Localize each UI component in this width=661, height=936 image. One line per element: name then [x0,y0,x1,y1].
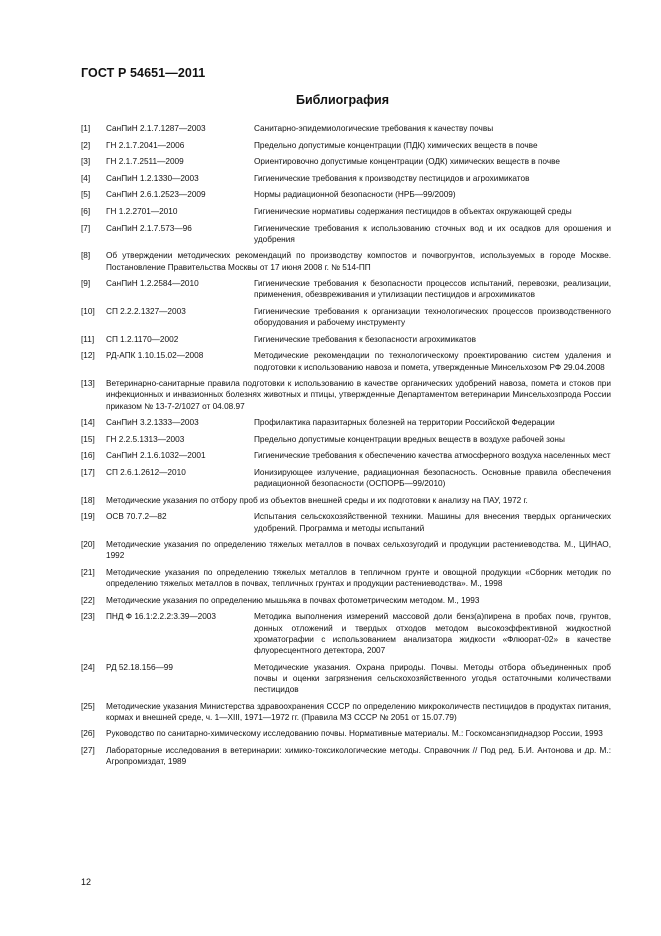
entry-title: Санитарно-эпидемиологические требования к качеству почвы [254,124,494,133]
bibliography-entry [81,140,611,151]
entry-document-code: СанПиН 1.2.2584—2010 [106,279,199,289]
entry-number: [5] [81,190,91,200]
entry-title: Об утверждении методических рекомендаций по производству компостов и почвогрунтов, используемых в городе Москве. Постановление Правительства Москвы от 17 июня 2008 г. № 514-ПП [106,251,611,272]
entry-title: Методические указания по отбору проб из объектов внешней среды и их подготовки к анализу на ПАУ, 1972 г. [106,495,528,505]
entry-title: Методические указания Министерства здравоохранения СССР по определению микроколичеств пестицидов в продуктах питания, кормах и внешней среде, ч. 1—XIII, 1971—1972 гг. (Правила МЗ СССР № 2051 от 15.07.79) [106,701,611,722]
entry-title: Ориентировочно допустимые концентрации (ОДК) химических веществ в почве [254,157,561,167]
bibliography-entry [81,189,611,200]
bibliography-entry [81,728,611,739]
bibliography-entry [81,745,611,767]
bibliography-entry [81,539,611,561]
bibliography-entry [81,173,611,184]
entry-number: [22] [81,595,95,605]
bibliography-entry [81,701,611,723]
bibliography-entry [81,278,611,300]
entry-number: [20] [81,540,95,550]
bibliography-entry [81,306,611,328]
entry-number: [4] [81,173,91,183]
entry-number: [1] [81,124,91,133]
entry-title: Методические указания по определению тяжелых металлов в почвах сельхозугодий и продукции растениеводства. М., ЦИНАО, 1992 [106,540,611,561]
entry-document-code: СанПиН 2.1.7.1287—2003 [106,124,206,133]
entry-number: [26] [81,729,95,739]
entry-number: [11] [81,334,95,344]
bibliography-entry [81,334,611,345]
entry-number: [3] [81,157,91,167]
bibliography-entry [81,595,611,606]
entry-title: Гигиенические требования к использованию сточных вод и их осадков для орошения и удобрения [254,223,611,244]
entry-title: Методические рекомендации по технологическому проектированию систем удаления и подготовки к использованию навоза и помета, утвержденные Минсельхозом РФ 29.04.2008 [254,351,611,372]
entry-document-code: ГН 1.2.2701—2010 [106,206,178,216]
bibliography-entry [81,206,611,217]
bibliography-entry [81,378,611,412]
bibliography-entry [81,662,611,696]
entry-number: [16] [81,451,95,461]
entry-number: [2] [81,140,91,150]
entry-title: Методические указания по определению мышьяка в почвах фотометрическим методом. М., 1993 [106,595,480,605]
entry-title: Гигиенические требования к безопасности процессов испытаний, перевозки, реализации, применения, обезвреживания и утилизации пестицидов и агрохимикатов [254,279,611,300]
entry-number: [6] [81,206,91,216]
entry-title: Гигиенические нормативы содержания пестицидов в объектах окружающей среды [254,206,572,216]
entry-title: Нормы радиационной безопасности (НРБ—99/2009) [254,190,456,200]
entry-number: [10] [81,306,95,316]
entry-title: Гигиенические требования к обеспечению качества атмосферного воздуха населенных мест [254,451,611,461]
entry-document-code: РД 52.18.156—99 [106,662,173,672]
entry-document-code: СанПиН 1.2.1330—2003 [106,173,199,183]
bibliography-entry [81,350,611,372]
entry-number: [9] [81,279,91,289]
entry-number: [27] [81,745,95,755]
entry-title: Предельно допустимые концентрации вредных веществ в воздухе рабочей зоны [254,434,565,444]
entry-document-code: ОСВ 70.7.2—82 [106,512,167,522]
entry-number: [7] [81,223,91,233]
entry-title: Методические указания по определению тяжелых металлов в тепличном грунте и овощной продукции «Сборник методик по определению тяжелых металлов в почвах, тепличных грунтах и продукции растениеводства». М., 1998 [106,567,611,589]
entry-title: Ионизирующее излучение, радиационная безопасность. Основные правила обеспечения радиационной безопасности (ОСПОРБ—99/2010) [254,467,611,489]
entry-title: Гигиенические требования к производству пестицидов и агрохимикатов [254,173,530,183]
entry-number: [14] [81,418,95,428]
bibliography-entry [81,156,611,167]
entry-title: Профилактика паразитарных болезней на территории Российской Федерации [254,418,555,428]
entry-title: Лабораторные исследования в ветеринарии: химико-токсикологические методы. Справочник // Под ред. Б.И. Антонова и др. М.: Агропромиздат, 1989 [106,745,611,767]
entry-number: [19] [81,512,95,522]
entry-title: Методика выполнения измерений массовой доли бенз(а)пирена в пробах почв, грунтов, донных отложений и твердых отходов методом высокоэффективной жидкостной хроматографии с использованием анализатора жидкости «Флюорат-02» в качестве флуоресцентного детектора, 2007 [254,612,611,655]
entry-document-code: СП 2.2.2.1327—2003 [106,306,186,316]
bibliography-title: Библиография [295,93,390,107]
bibliography-entry [81,511,611,533]
entry-number: [12] [81,351,95,361]
bibliography-entry [81,450,611,461]
entry-number: [15] [81,434,95,444]
entry-number: [13] [81,379,95,389]
bibliography-entry [81,434,611,445]
bibliography-entry [81,250,611,272]
entry-document-code: ГН 2.2.5.1313—2003 [106,434,185,444]
bibliography-entry [81,417,611,428]
entry-title: Руководство по санитарно-химическому исследованию почвы. Нормативные материалы. М.: Госкомсанэпиднадзор России, 1993 [106,729,603,739]
bibliography-list [81,123,611,773]
entry-number: [18] [81,495,95,505]
entry-document-code: СанПиН 2.6.1.2523—2009 [106,190,206,200]
entry-document-code: СанПиН 3.2.1333—2003 [106,418,199,428]
entry-document-code: СП 2.6.1.2612—2010 [106,467,186,477]
entry-title: Ветеринарно-санитарные правила подготовки к использованию в качестве органических удобрений навоза, помета и стоков при инфекционных и инвазионных болезнях животных и птицы, утвержденные Департаментом ветеринарии Минсельхозпрода России приказом № 13-7-2/1027 от 04.08.97 [106,379,611,411]
entry-document-code: ГН 2.1.7.2511—2009 [106,157,184,167]
entry-title: Предельно допустимые концентрации (ПДК) химических веществ в почве [254,140,538,150]
entry-number: [24] [81,662,95,672]
bibliography-entry [81,567,611,589]
standard-code-header: ГОСТ Р 54651—2011 [81,66,206,80]
entry-number: [25] [81,701,95,711]
entry-title: Гигиенические требования к безопасности агрохимикатов [254,334,476,344]
entry-number: [23] [81,612,95,622]
bibliography-entry [81,223,611,245]
entry-number: [21] [81,567,95,577]
entry-title: Методические указания. Охрана природы. Почвы. Методы отбора объединенных проб почвы и оценки загрязнения сельскохозяйственного угодья остаточными количествами пестицидов [254,662,611,694]
entry-title: Гигиенические требования к организации технологических процессов производственного оборудования и рабочему инструменту [254,306,611,328]
bibliography-entry [81,123,611,134]
entry-number: [17] [81,467,95,477]
entry-title: Испытания сельскохозяйственной техники. Машины для внесения твердых органических удобрений. Программа и методы испытаний [254,512,611,533]
entry-document-code: ГН 2.1.7.2041—2006 [106,140,185,150]
bibliography-entry [81,495,611,506]
entry-document-code: РД-АПК 1.10.15.02—2008 [106,351,204,361]
entry-document-code: ПНД Ф 16.1:2.2.2:3.39—2003 [106,612,216,622]
entry-document-code: СанПиН 2.1.6.1032—2001 [106,451,206,461]
bibliography-entry [81,611,611,656]
bibliography-entry [81,467,611,489]
entry-number: [8] [81,251,91,261]
entry-document-code: СанПиН 2.1.7.573—96 [106,223,192,233]
entry-document-code: СП 1.2.1170—2002 [106,334,179,344]
page-number: 12 [81,877,92,887]
